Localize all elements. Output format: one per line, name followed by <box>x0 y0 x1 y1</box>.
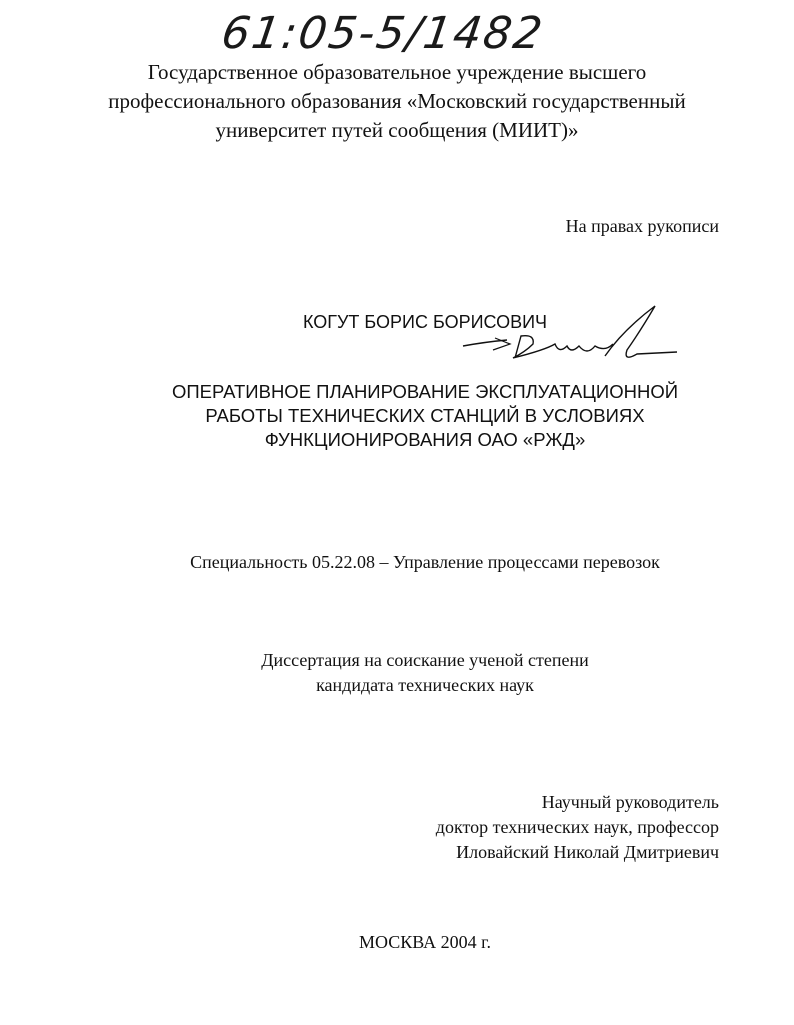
institution-line-1: Государственное образовательное учреждение высшего <box>147 60 647 84</box>
manuscript-rights: На правах рукописи <box>565 216 719 236</box>
degree-line-1: Диссертация на соискание ученой степени <box>261 650 589 670</box>
degree-line-2: кандидата технических наук <box>316 675 534 695</box>
specialty: Специальность 05.22.08 – Управление процессами перевозок <box>190 552 660 572</box>
title-line-1: ОПЕРАТИВНОЕ ПЛАНИРОВАНИЕ ЭКСПЛУАТАЦИОННОЙ <box>171 381 679 402</box>
title-line-2: РАБОТЫ ТЕХНИЧЕСКИХ СТАНЦИЙ В УСЛОВИЯХ <box>205 405 645 426</box>
city-year: МОСКВА 2004 г. <box>359 932 491 952</box>
archive-number-handwritten: 61:05-5/1482 <box>218 8 548 59</box>
supervisor-name: Иловайский Николай Дмитриевич <box>456 842 719 862</box>
supervisor-degree: доктор технических наук, профессор <box>435 817 719 837</box>
dissertation-title <box>0 380 794 452</box>
title-line-3: ФУНКЦИОНИРОВАНИЯ ОАО «РЖД» <box>264 429 586 450</box>
author-name: КОГУТ БОРИС БОРИСОВИЧ <box>302 312 548 332</box>
signature-image <box>455 300 685 370</box>
supervisor-label: Научный руководитель <box>541 792 719 812</box>
institution-line-3: университет путей сообщения (МИИТ)» <box>215 118 579 142</box>
institution-line-2: профессионального образования «Московский государственный <box>108 89 686 113</box>
supervisor-block <box>436 790 719 865</box>
institution-block <box>0 58 794 145</box>
dissertation-degree <box>0 648 794 698</box>
